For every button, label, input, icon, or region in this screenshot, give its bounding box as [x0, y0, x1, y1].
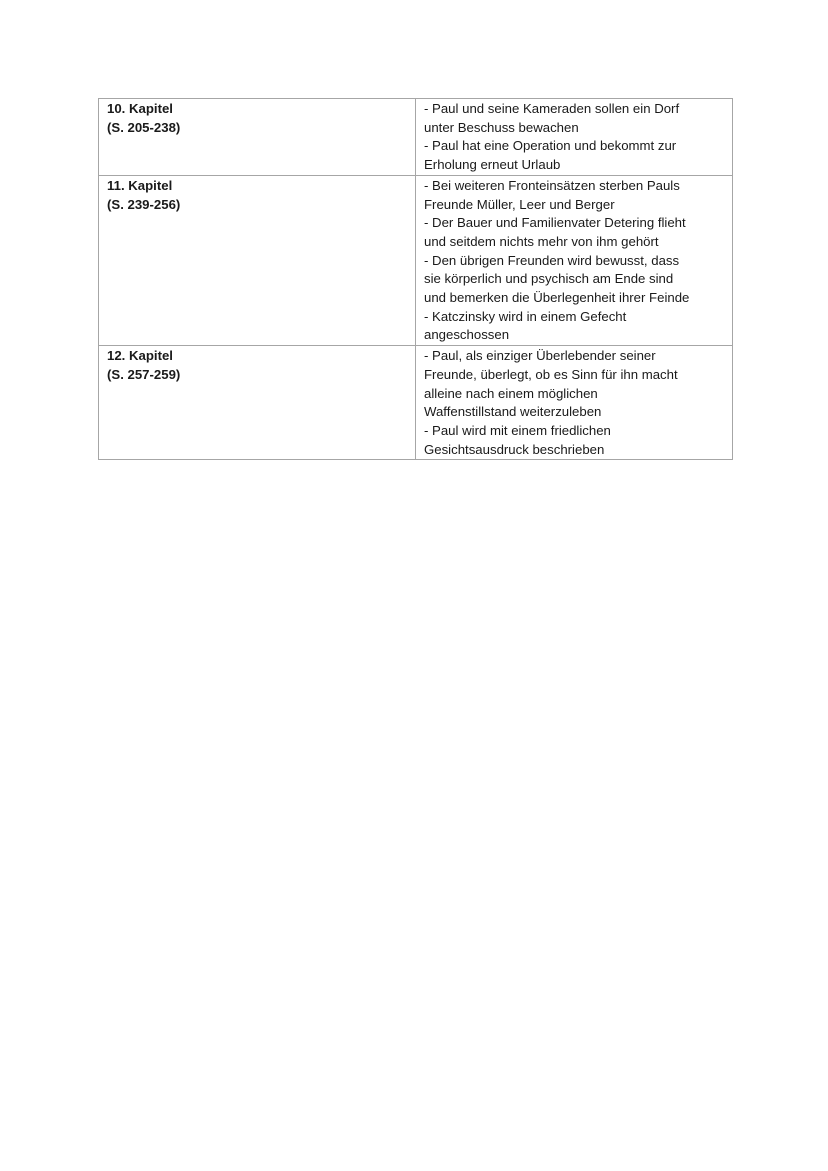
- content-line: unter Beschuss bewachen: [424, 119, 579, 135]
- content-line: - Bei weiteren Fronteinsätzen sterben Pauls: [424, 177, 680, 193]
- chapter-pages: (S. 205-238): [107, 119, 181, 135]
- chapter-title: 11. Kapitel: [107, 177, 173, 193]
- content-line: - Katczinsky wird in einem Gefecht: [424, 308, 627, 324]
- content-line: Erholung erneut Urlaub: [424, 157, 561, 173]
- chapter-summary-table: [98, 98, 733, 460]
- content-line: Waffenstillstand weiterzuleben: [424, 404, 602, 420]
- content-line: - Paul und seine Kameraden sollen ein Dorf: [424, 101, 680, 116]
- content-line: - Paul, als einziger Überlebender seiner: [424, 348, 656, 364]
- chapter-title: 12. Kapitel: [107, 348, 173, 364]
- content-cell: [416, 175, 733, 345]
- table-row: [99, 175, 733, 345]
- content-line: - Den übrigen Freunden wird bewusst, dass: [424, 252, 680, 268]
- chapter-pages: (S. 239-256): [107, 196, 181, 212]
- content-line: - Paul hat eine Operation und bekommt zur: [424, 138, 677, 154]
- content-cell: [416, 346, 733, 460]
- content-line: und seitdem nichts mehr von ihm gehört: [424, 233, 659, 249]
- content-line: Freunde Müller, Leer und Berger: [424, 196, 615, 212]
- content-cell: [416, 99, 733, 176]
- content-line: sie körperlich und psychisch am Ende sind: [424, 271, 674, 287]
- chapter-cell: [99, 99, 416, 176]
- content-line: alleine nach einem möglichen: [424, 385, 598, 401]
- content-line: - Paul wird mit einem friedlichen: [424, 422, 611, 438]
- content-line: angeschossen: [424, 327, 510, 343]
- chapter-cell: [99, 346, 416, 460]
- chapter-title: 10. Kapitel: [107, 101, 173, 116]
- chapter-cell: [99, 175, 416, 345]
- content-line: - Der Bauer und Familienvater Detering flieht: [424, 215, 686, 231]
- chapter-pages: (S. 257-259): [107, 366, 181, 382]
- content-line: und bemerken die Überlegenheit ihrer Feinde: [424, 290, 690, 306]
- table-row: [99, 99, 733, 176]
- content-line: Freunde, überlegt, ob es Sinn für ihn macht: [424, 366, 678, 382]
- table-row: [99, 346, 733, 460]
- content-line: Gesichtsausdruck beschrieben: [424, 441, 605, 457]
